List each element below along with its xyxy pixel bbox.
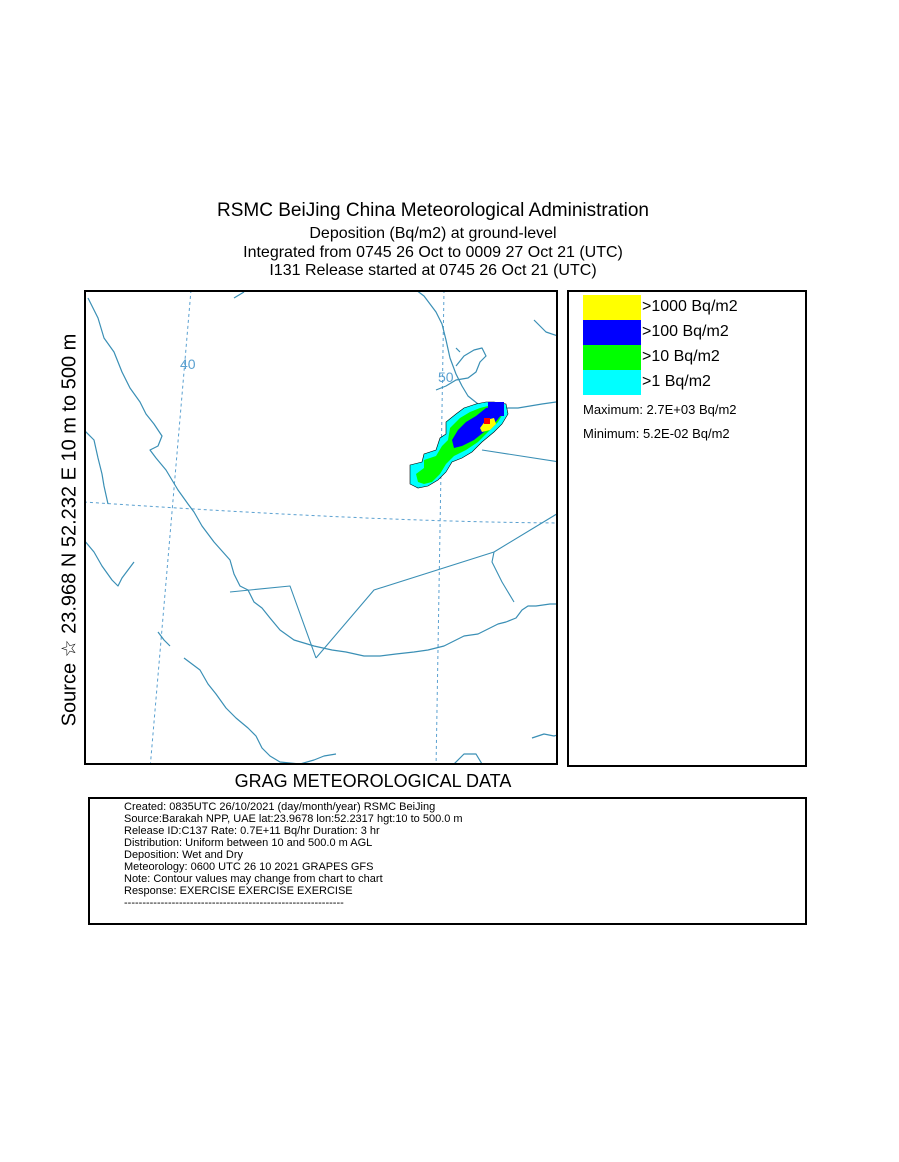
legend-swatch-1000 [583,295,641,320]
organization-title: RSMC BeiJing China Meteorological Administration [217,200,649,221]
info-line-deposition: Deposition: Wet and Dry [124,849,244,861]
legend-label-1000: >1000 Bq/m2 [642,298,738,315]
info-line-distribution: Distribution: Uniform between 10 and 500.0 m AGL [124,837,373,849]
info-line-release: Release ID:C137 Rate: 0.7E+11 Bq/hr Duration: 3 hr [124,825,380,837]
info-line-created: Created: 0835UTC 26/10/2021 (day/month/year) RSMC BeiJing [124,801,436,813]
legend-label-100: >100 Bq/m2 [642,323,729,340]
meridian-label-50: 50 [438,369,454,385]
integration-period: Integrated from 0745 26 Oct to 0009 27 Oct 21 (UTC) [243,244,623,261]
deposition-plume [410,402,508,488]
borders [230,450,558,658]
source-marker [484,418,490,424]
legend-label-1: >1 Bq/m2 [642,373,711,390]
source-location-label: Source ☆ 23.968 N 52.232 E 10 m to 500 m [58,333,81,727]
data-source-label: GRAG METEOROLOGICAL DATA [234,771,512,791]
info-line-separator: ------------------------------------------------------------ [124,897,344,909]
info-line-source: Source:Barakah NPP, UAE lat:23.9678 lon:52.2317 hgt:10 to 500.0 m [124,813,463,825]
plume-upper-block-100 [488,402,504,416]
product-title: Deposition (Bq/m2) at ground-level [309,225,557,242]
release-start: I131 Release started at 0745 26 Oct 21 (UTC) [269,262,597,279]
legend-swatch-10 [583,345,641,370]
legend-swatch-100 [583,320,641,345]
legend-panel [567,290,807,767]
maximum-value: Maximum: 2.7E+03 Bq/m2 [583,402,737,417]
info-line-response: Response: EXERCISE EXERCISE EXERCISE [124,885,353,897]
legend-swatch-1 [583,370,641,395]
coastlines [84,290,558,765]
deposition-map [84,290,558,765]
meridian-label-40: 40 [180,356,196,372]
info-line-meteorology: Meteorology: 0600 UTC 26 10 2021 GRAPES GFS [124,861,374,873]
legend-label-10: >10 Bq/m2 [642,348,720,365]
graticule [84,290,558,765]
minimum-value: Minimum: 5.2E-02 Bq/m2 [583,426,730,441]
run-info-panel [88,797,807,925]
info-line-note: Note: Contour values may change from chart to chart [124,873,383,885]
